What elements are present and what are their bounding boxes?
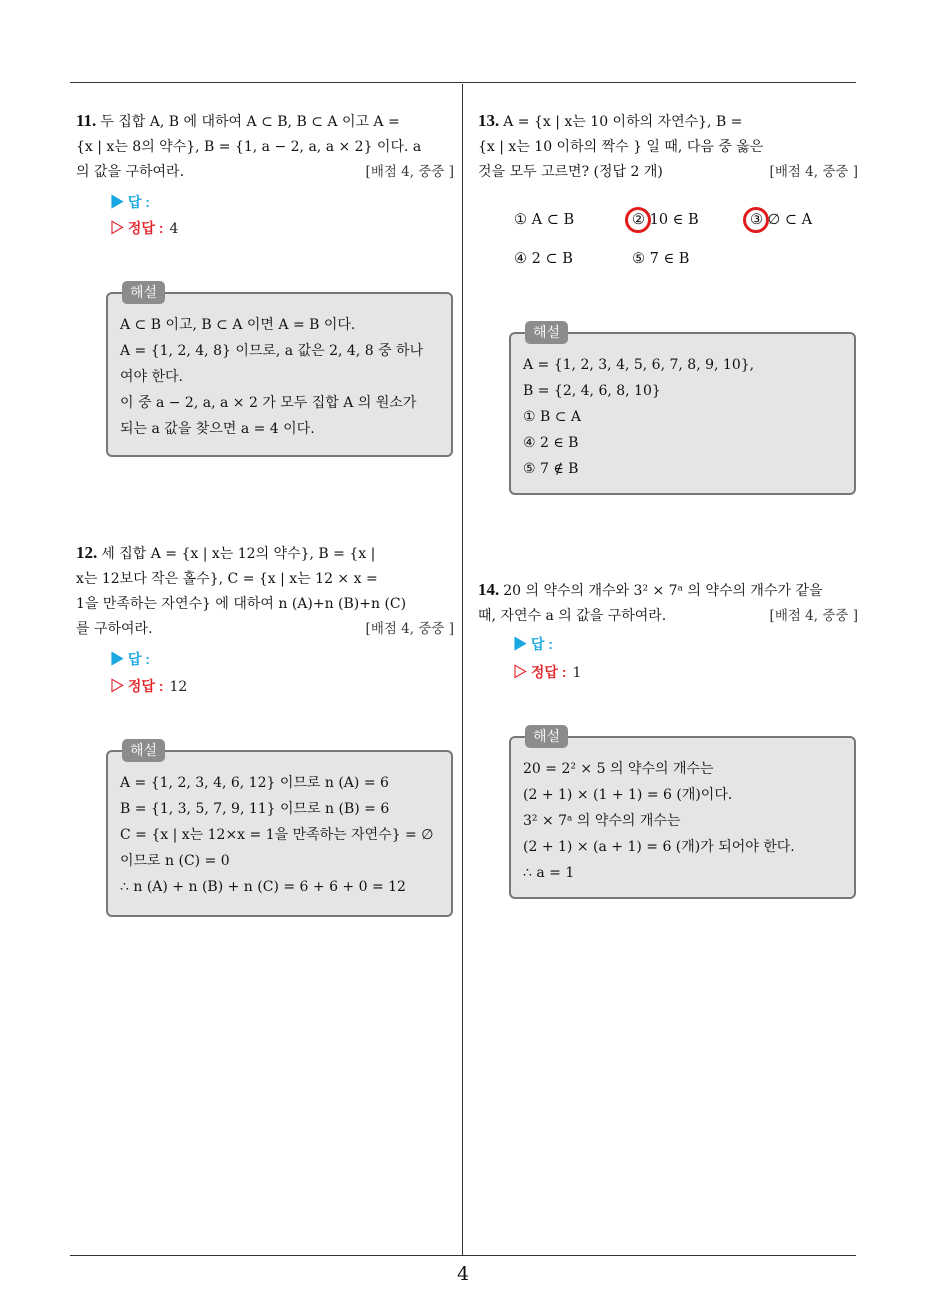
- solution-line: A = {1, 2, 3, 4, 5, 6, 7, 8, 9, 10},: [523, 357, 755, 373]
- answer-field[interactable]: [110, 649, 150, 669]
- option-1[interactable]: [514, 212, 574, 228]
- solution-line: 3² × 7ᵃ 의 약수의 개수는: [523, 813, 681, 829]
- score-meta: [배점 4, 중중 ]: [769, 608, 858, 624]
- solution-box: [509, 324, 856, 495]
- option-mark: ④: [514, 251, 527, 267]
- question-number: 12.: [76, 543, 98, 562]
- solution-line: B = {1, 3, 5, 7, 9, 11} 이므로 n (B) = 6: [120, 801, 390, 817]
- solution-line: ∴ n (A) + n (B) + n (C) = 6 + 6 + 0 = 12: [120, 879, 406, 895]
- solution-line: 20 = 2² × 5 의 약수의 개수는: [523, 761, 714, 777]
- score-meta: [배점 4, 중중 ]: [769, 164, 858, 180]
- correct-label: ▷ 정답 :: [110, 220, 164, 236]
- correct-answer: [513, 662, 581, 682]
- question-number: 13.: [478, 111, 500, 130]
- score-meta: [배점 4, 중중 ]: [365, 164, 454, 180]
- option-5[interactable]: [632, 251, 689, 267]
- solution-line: (2 + 1) × (a + 1) = 6 (개)가 되어야 한다.: [523, 839, 795, 855]
- correct-answer: [110, 676, 187, 696]
- option-mark: ①: [514, 212, 527, 228]
- solution-tag: 해설: [122, 281, 165, 304]
- answer-options: [514, 212, 854, 272]
- solution-line: A ⊂ B 이고, B ⊂ A 이면 A = B 이다.: [120, 317, 356, 333]
- option-text: A ⊂ B: [531, 212, 575, 228]
- solution-box: [106, 284, 453, 457]
- question-number: 14.: [478, 580, 500, 599]
- question-text-line: 세 집합 A = {x | x는 12의 약수}, B = {x |: [101, 546, 376, 562]
- solution-box: [509, 728, 856, 899]
- solution-line: 이므로 n (C) = 0: [120, 853, 230, 869]
- bottom-rule: [70, 1255, 856, 1256]
- question-text-line: {x | x는 8의 약수}, B = {1, a − 2, a, a × 2} 이다. a: [76, 139, 422, 155]
- solution-line: C = {x | x는 12×x = 1을 만족하는 자연수} = ∅: [120, 827, 434, 843]
- option-mark: ②: [632, 212, 645, 228]
- question-13: [478, 108, 858, 185]
- question-14: [478, 577, 858, 629]
- option-mark: ③: [750, 212, 763, 228]
- question-text-line: 두 집합 A, B 에 대하여 A ⊂ B, B ⊂ A 이고 A =: [100, 114, 400, 130]
- score-meta: [배점 4, 중중 ]: [365, 621, 454, 637]
- solution-line: ∴ a = 1: [523, 865, 575, 881]
- correct-value: 4: [169, 221, 179, 237]
- page-number: 4: [456, 1263, 470, 1285]
- answer-field[interactable]: [110, 192, 150, 212]
- question-text-line: 때, 자연수 a 의 값을 구하여라.: [478, 608, 667, 624]
- correct-label: ▷ 정답 :: [513, 664, 567, 680]
- correct-value: 12: [169, 679, 188, 695]
- option-text: ∅ ⊂ A: [767, 212, 813, 228]
- question-text-line: 를 구하여라.: [76, 621, 153, 637]
- solution-box: [106, 742, 453, 917]
- option-4[interactable]: [514, 251, 573, 267]
- question-text-line: 의 값을 구하여라.: [76, 164, 185, 180]
- question-text-line: 20 의 약수의 개수와 3² × 7ᵃ 의 약수의 개수가 같을: [503, 583, 823, 599]
- solution-line: 이 중 a − 2, a, a × 2 가 모두 집합 A 의 원소가: [120, 395, 417, 411]
- question-number: 11.: [76, 111, 97, 130]
- answer-label: ▶ 답 :: [513, 636, 553, 652]
- solution-line: ① B ⊂ A: [523, 409, 582, 425]
- column-divider: [462, 84, 463, 1256]
- solution-tag: 해설: [122, 739, 165, 762]
- correct-answer: [110, 218, 178, 238]
- solution-line: 되는 a 값을 찾으면 a = 4 이다.: [120, 421, 315, 437]
- answer-field[interactable]: [513, 634, 553, 654]
- option-2[interactable]: [632, 212, 699, 228]
- option-3[interactable]: [750, 212, 812, 228]
- question-11: [76, 108, 454, 185]
- question-text-line: {x | x는 10 이하의 짝수 } 일 때, 다음 중 옳은: [478, 139, 764, 155]
- answer-label: ▶ 답 :: [110, 194, 150, 210]
- solution-line: B = {2, 4, 6, 8, 10}: [523, 383, 661, 399]
- answer-label: ▶ 답 :: [110, 651, 150, 667]
- option-text: 7 ∈ B: [649, 251, 690, 267]
- solution-tag: 해설: [525, 321, 568, 344]
- correct-label: ▷ 정답 :: [110, 678, 164, 694]
- top-rule: [70, 82, 856, 83]
- solution-line: ⑤ 7 ∉ B: [523, 461, 579, 477]
- solution-line: A = {1, 2, 4, 8} 이므로, a 값은 2, 4, 8 중 하나: [120, 343, 424, 359]
- question-text-line: 1을 만족하는 자연수} 에 대하여 n (A)+n (B)+n (C): [76, 596, 407, 612]
- solution-line: ④ 2 ∈ B: [523, 435, 579, 451]
- solution-tag: 해설: [525, 725, 568, 748]
- option-text: 2 ⊂ B: [531, 251, 573, 267]
- option-text: 10 ∈ B: [649, 212, 699, 228]
- question-text-line: A = {x | x는 10 이하의 자연수}, B =: [503, 114, 743, 130]
- selected-circle-icon: [743, 207, 769, 233]
- question-text-line: 것을 모두 고르면? (정답 2 개): [478, 164, 663, 180]
- correct-value: 1: [572, 665, 582, 681]
- question-text-line: x는 12보다 작은 홀수}, C = {x | x는 12 × x =: [76, 571, 378, 587]
- option-mark: ⑤: [632, 251, 645, 267]
- selected-circle-icon: [625, 207, 651, 233]
- solution-line: (2 + 1) × (1 + 1) = 6 (개)이다.: [523, 787, 733, 803]
- question-12: [76, 540, 454, 642]
- solution-line: A = {1, 2, 3, 4, 6, 12} 이므로 n (A) = 6: [120, 775, 389, 791]
- solution-line: 여야 한다.: [120, 369, 183, 385]
